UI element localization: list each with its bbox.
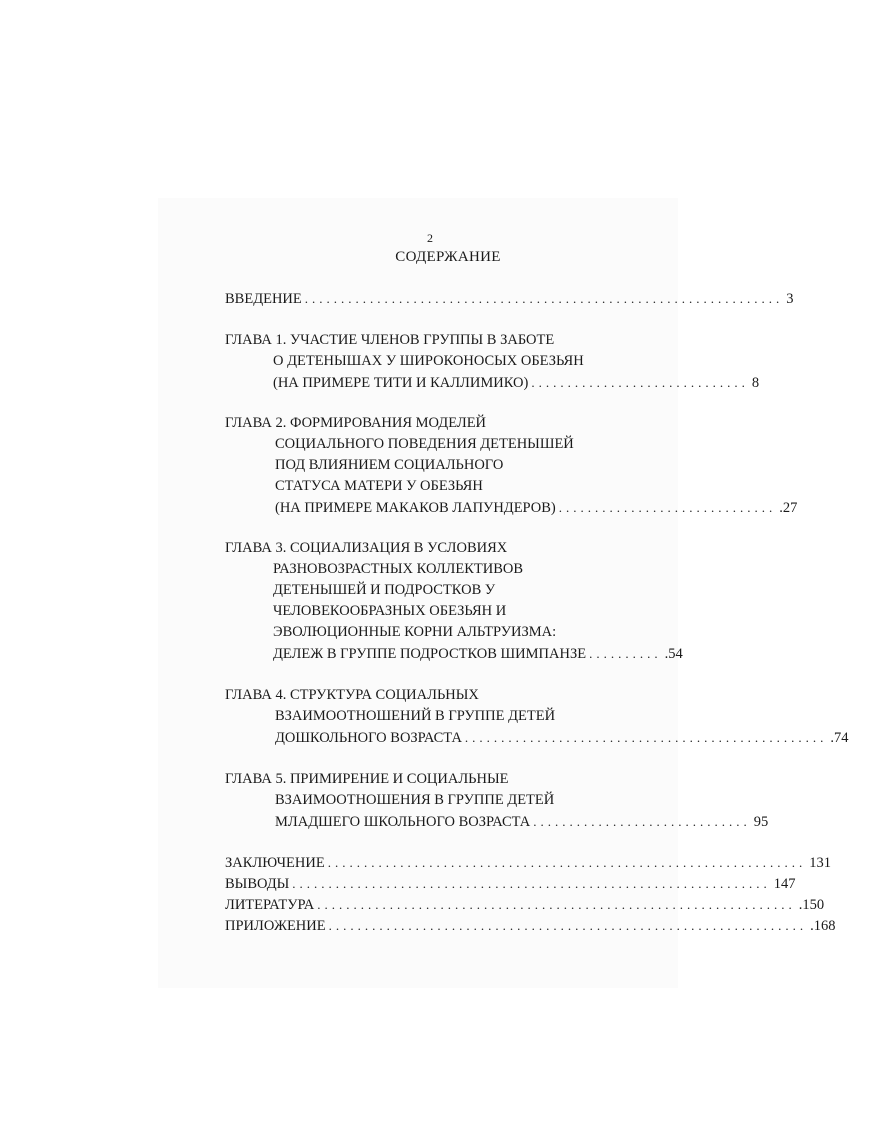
toc-entry-appendix <box>225 915 836 936</box>
dot-leader: .............................. <box>533 814 751 829</box>
toc-chapter-1-line-1 <box>225 330 554 351</box>
toc-page-number: .74 <box>830 730 849 746</box>
dot-leader: .................................................................. <box>304 291 784 306</box>
dot-leader: .......... <box>589 646 662 661</box>
toc-chapter-3-title-cont: ЭВОЛЮЦИОННЫЕ КОРНИ АЛЬТРУИЗМА: <box>273 624 557 640</box>
toc-chapter-4-title-cont: ДОШКОЛЬНОГО ВОЗРАСТА <box>275 730 462 746</box>
toc-chapter-1-line-3 <box>273 372 760 393</box>
toc-page-number: 131 <box>809 855 831 871</box>
toc-chapter-3-line-5 <box>273 622 556 643</box>
toc-chapter-3-title-cont: ДЕТЕНЫШЕЙ И ПОДРОСТКОВ У <box>273 582 496 598</box>
dot-leader: .................................................. <box>464 730 828 745</box>
toc-chapter-4-title: ГЛАВА 4. СТРУКТУРА СОЦИАЛЬНЫХ <box>225 687 479 703</box>
toc-page-number: 95 <box>753 814 769 830</box>
toc-chapter-2-title-cont: (НА ПРИМЕРЕ МАКАКОВ ЛАПУНДЕРОВ) <box>275 500 556 516</box>
toc-page-number: .150 <box>798 897 825 913</box>
toc-chapter-3-title-cont: ДЕЛЕЖ В ГРУППЕ ПОДРОСТКОВ ШИМПАНЗЕ <box>273 646 587 662</box>
dot-leader: .............................. <box>531 375 749 390</box>
toc-chapter-3-line-3 <box>273 580 495 601</box>
toc-page-number: 147 <box>773 876 796 892</box>
dot-leader: .................................................................. <box>317 897 796 912</box>
toc-entry-label: ВЫВОДЫ <box>225 876 290 892</box>
toc-chapter-2-title-cont: СОЦИАЛЬНОГО ПОВЕДЕНИЯ ДЕТЕНЫШЕЙ <box>275 436 574 452</box>
toc-chapter-3-line-6 <box>273 643 683 664</box>
toc-chapter-5-line-1 <box>225 769 508 790</box>
toc-chapter-2-line-2 <box>275 434 574 455</box>
toc-chapter-5-line-3 <box>275 811 769 832</box>
toc-chapter-2-line-3 <box>275 455 503 476</box>
toc-chapter-3-line-4 <box>273 601 506 622</box>
toc-chapter-2-line-5 <box>275 497 798 518</box>
toc-chapter-3-line-2 <box>273 559 523 580</box>
toc-chapter-5-title: ГЛАВА 5. ПРИМИРЕНИЕ И СОЦИАЛЬНЫЕ <box>225 771 509 787</box>
dot-leader: .................................................................. <box>292 876 771 891</box>
toc-chapter-3-title-cont: РАЗНОВОЗРАСТНЫХ КОЛЛЕКТИВОВ <box>273 561 524 577</box>
toc-entry-literature <box>225 894 825 915</box>
toc-chapter-5-line-2 <box>275 790 554 811</box>
toc-chapter-2-title-cont: СТАТУСА МАТЕРИ У ОБЕЗЬЯН <box>275 478 483 494</box>
toc-chapter-2-title-cont: ПОД ВЛИЯНИЕМ СОЦИАЛЬНОГО <box>275 457 504 473</box>
toc-chapter-4-line-1 <box>225 685 479 706</box>
toc-chapter-2-title: ГЛАВА 2. ФОРМИРОВАНИЯ МОДЕЛЕЙ <box>225 415 487 431</box>
toc-entry-findings <box>225 873 796 894</box>
dot-leader: .............................. <box>558 500 777 515</box>
toc-page-number: 8 <box>751 375 760 391</box>
page-title: СОДЕРЖАНИЕ <box>395 249 501 265</box>
toc-entry-conclusion <box>225 852 831 873</box>
toc-entry-label: ВВЕДЕНИЕ <box>225 291 302 307</box>
toc-entry-label: ЗАКЛЮЧЕНИЕ <box>225 855 325 871</box>
toc-chapter-2-line-4 <box>275 476 483 497</box>
toc-page-number: 3 <box>786 291 794 307</box>
page-number: 2 <box>427 231 433 245</box>
toc-entry-intro <box>225 288 794 309</box>
toc-chapter-1-title-cont: О ДЕТЕНЫШАХ У ШИРОКОНОСЫХ ОБЕЗЬЯН <box>273 353 584 369</box>
dot-leader: .................................................................. <box>328 918 808 933</box>
toc-page-number: .27 <box>779 500 798 516</box>
toc-chapter-4-line-2 <box>275 706 555 727</box>
toc-chapter-1-title-cont: (НА ПРИМЕРЕ ТИТИ И КАЛЛИМИКО) <box>273 375 529 391</box>
toc-entry-label: ПРИЛОЖЕНИЕ <box>225 918 326 934</box>
toc-chapter-4-title-cont: ВЗАИМООТНОШЕНИЙ В ГРУППЕ ДЕТЕЙ <box>275 708 556 724</box>
toc-chapter-5-title-cont: МЛАДШЕГО ШКОЛЬНОГО ВОЗРАСТА <box>275 814 531 830</box>
toc-chapter-2-line-1 <box>225 413 486 434</box>
toc-chapter-1-title: ГЛАВА 1. УЧАСТИЕ ЧЛЕНОВ ГРУППЫ В ЗАБОТЕ <box>225 332 555 348</box>
toc-chapter-5-title-cont: ВЗАИМООТНОШЕНИЯ В ГРУППЕ ДЕТЕЙ <box>275 792 555 808</box>
toc-chapter-3-title: ГЛАВА 3. СОЦИАЛИЗАЦИЯ В УСЛОВИЯХ <box>225 540 508 556</box>
toc-chapter-4-line-3 <box>275 727 849 748</box>
toc-entry-label: ЛИТЕРАТУРА <box>225 897 315 913</box>
toc-page-number: .168 <box>810 918 836 934</box>
toc-chapter-3-line-1 <box>225 538 507 559</box>
dot-leader: .................................................................. <box>327 855 807 870</box>
toc-page-number: .54 <box>664 646 683 662</box>
toc-chapter-1-line-2 <box>273 351 584 372</box>
toc-chapter-3-title-cont: ЧЕЛОВЕКООБРАЗНЫХ ОБЕЗЬЯН И <box>273 603 507 619</box>
